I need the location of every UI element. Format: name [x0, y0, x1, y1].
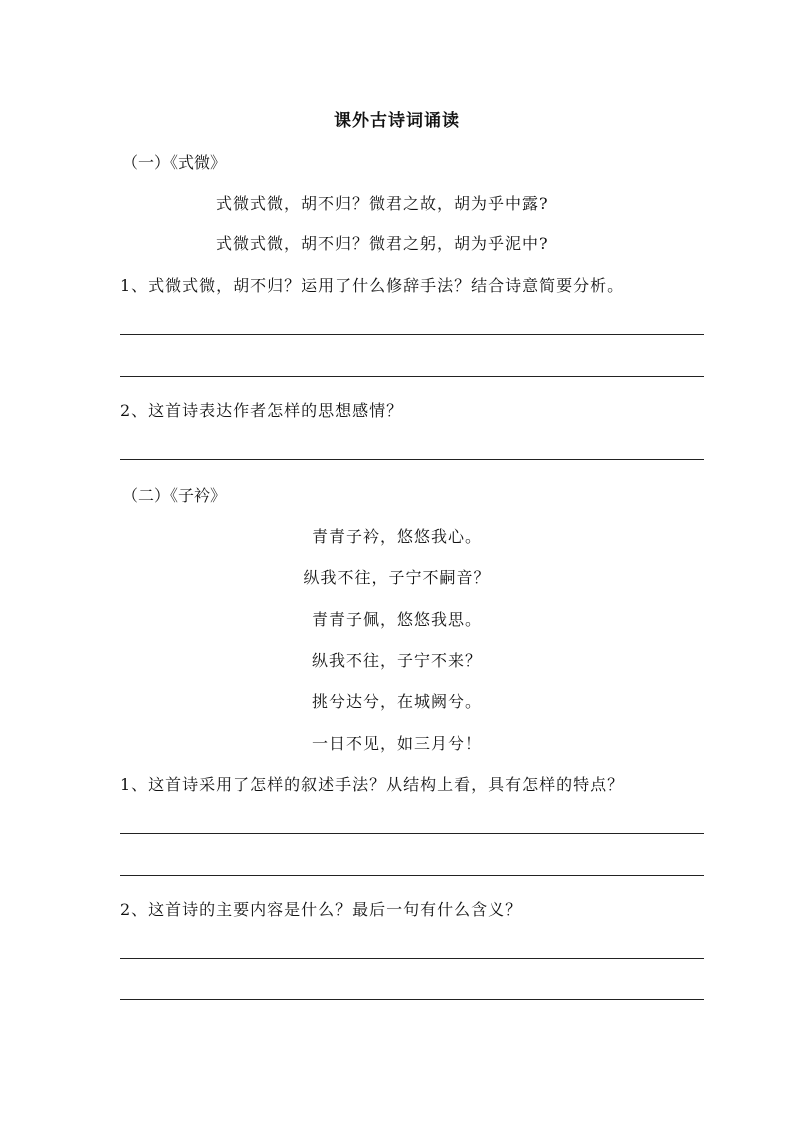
poem1-question-2: 2、这首诗表达作者怎样的思想感情？	[120, 401, 404, 420]
answer-line[interactable]	[120, 376, 704, 377]
answer-line[interactable]	[120, 958, 704, 959]
poem1-line-2: 式微式微，胡不归？微君之躬，胡为乎泥中?	[216, 234, 549, 253]
poem2-line-6: 一日不见，如三月兮！	[311, 734, 482, 753]
page-title: 课外古诗词诵读	[334, 111, 460, 131]
poem2-question-2: 2、这首诗的主要内容是什么？最后一句有什么含义？	[120, 900, 523, 919]
poem2-line-5: 挑兮达兮，在城阙兮。	[311, 692, 482, 711]
poem2-line-3: 青青子佩，悠悠我思。	[311, 610, 482, 629]
poem1-question-1: 1、式微式微，胡不归？运用了什么修辞手法？结合诗意简要分析。	[120, 276, 625, 295]
poem2-line-1: 青青子衿，悠悠我心。	[311, 527, 482, 546]
poem1-line-1: 式微式微，胡不归？微君之故，胡为乎中露?	[216, 194, 549, 213]
answer-line[interactable]	[120, 334, 704, 335]
poem2-line-4: 纵我不往，子宁不来？	[311, 651, 482, 670]
poem2-question-1: 1、这首诗采用了怎样的叙述手法？从结构上看，具有怎样的特点？	[120, 775, 625, 794]
answer-line[interactable]	[120, 833, 704, 834]
answer-line[interactable]	[120, 875, 704, 876]
poem2-line-2: 纵我不往，子宁不嗣音？	[303, 568, 491, 587]
poem1-heading: （一）《式微》	[122, 153, 227, 172]
answer-line[interactable]	[120, 999, 704, 1000]
answer-line[interactable]	[120, 459, 704, 460]
poem2-heading: （二）《子衿》	[122, 486, 227, 505]
